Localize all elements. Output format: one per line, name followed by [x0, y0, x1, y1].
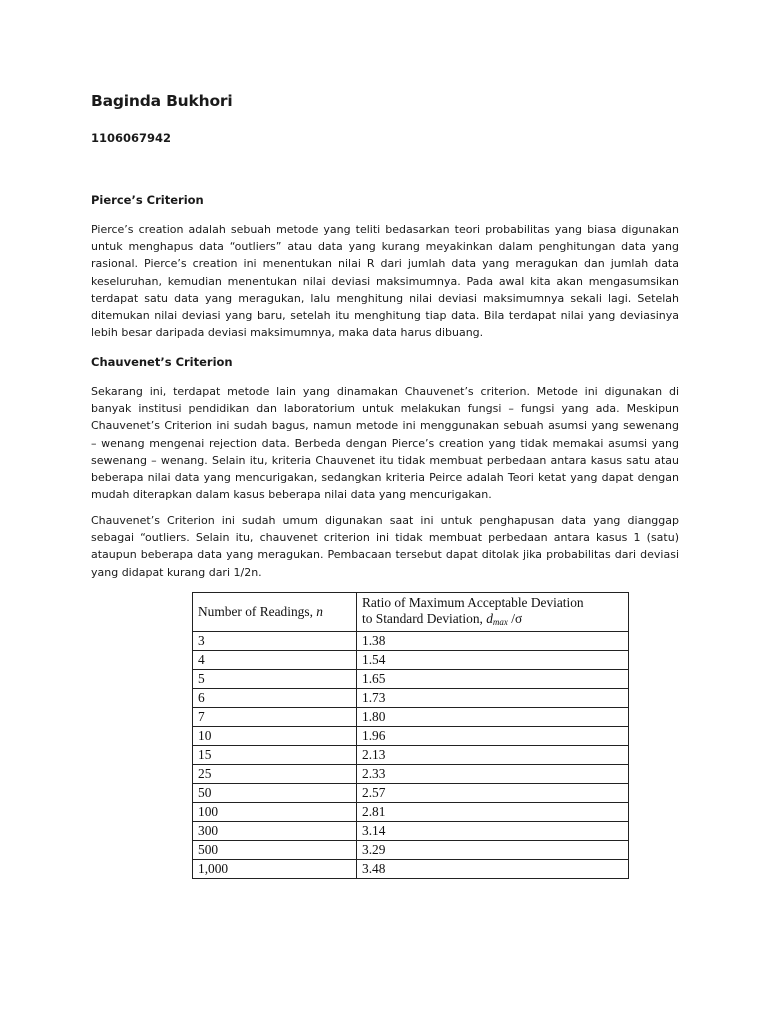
ratio-cell: 3.29 [357, 841, 629, 860]
table-row [193, 822, 629, 841]
table-row [193, 708, 629, 727]
text-line: Chauvenet’s Criterion ini sudah bagus, namun metode ini menggunakan sebuah asumsi yang sewenang [91, 419, 679, 433]
readings-cell: 7 [193, 708, 357, 727]
ratio-cell: 2.33 [357, 765, 629, 784]
text-line: Pierce’s creation adalah sebuah metode yang teliti bedasarkan teori probabilitas yang biasa digunakan [91, 223, 679, 236]
readings-cell: 15 [193, 746, 357, 765]
text-line: keseluruhan, kemudian menentukan nilai deviasi maksimumnya. Pada awal kita akan mengasumsikan [91, 274, 679, 288]
table-row [193, 765, 629, 784]
ratio-cell: 2.81 [357, 803, 629, 822]
student-id: 1106067942 [91, 131, 172, 145]
ratio-cell: 1.54 [357, 651, 629, 670]
column-header-ratio: Ratio of Maximum Acceptable Deviation to Standard Deviation, $d_{max}$ /σ [357, 593, 629, 632]
text-line: banyak institusi pendidikan dan laboratorium untuk melakukan fungsi – fungsi yang ada. Meskipun [91, 402, 679, 416]
text-line: rasional. Pierce’s creation ini menentukan nilai R dari jumlah data yang meragukan dan jumlah data [91, 257, 679, 271]
ratio-cell: 1.80 [357, 708, 629, 727]
table-row [193, 803, 629, 822]
table-header-row [193, 593, 629, 632]
table-row [193, 841, 629, 860]
chauvenet-heading: Chauvenet’s Criterion [91, 355, 233, 369]
text-line: lebih besar daripada deviasi maksimumnya, maka data harus dibuang. [91, 326, 484, 340]
text-line: sebagai “outliers. Selain itu, chauvenet criterion ini tidak membuat perbedaan antara kasus 1 (satu) [91, 531, 679, 545]
readings-cell: 4 [193, 651, 357, 670]
text-line: mudah diterapkan dalam kasus beberapa nilai data yang mencurigakan. [91, 488, 492, 502]
text-line: sewenang – wenang. Selain itu, kriteria Chauvenet itu tidak membuat perbedaan antara kasus satu atau [91, 453, 679, 467]
readings-cell: 5 [193, 670, 357, 689]
readings-cell: 50 [193, 784, 357, 803]
text-line: terdapat satu data yang meragukan, lalu menghitung nilai deviasi maksimumnya sekali lagi. Setelah [91, 291, 679, 305]
ratio-cell: 1.65 [357, 670, 629, 689]
chauvenet-paragraph-1 [91, 383, 679, 503]
table-row [193, 860, 629, 879]
text-line: Sekarang ini, terdapat metode lain yang dinamakan Chauvenet’s criterion. Metode ini digunakan di [91, 385, 679, 398]
text-line: yang didapat kurang dari 1/2n. [91, 565, 262, 579]
ratio-cell: 1.38 [357, 632, 629, 651]
text-line: beberapa nilai data yang mencurigakan, sedangkan kriteria Peirce adalah Teori ketat yang dapat dengan [91, 471, 679, 485]
ratio-cell: 2.57 [357, 784, 629, 803]
table-row [193, 727, 629, 746]
table-row [193, 784, 629, 803]
ratio-cell: 1.96 [357, 727, 629, 746]
text-line: ditemukan nilai deviasi yang baru, setelah itu menghitung tiap data. Bila terdapat nilai yang deviasinya [91, 309, 679, 323]
ratio-cell: 3.48 [357, 860, 629, 879]
ratio-cell: 1.73 [357, 689, 629, 708]
ratio-cell: 3.14 [357, 822, 629, 841]
column-header-readings: Number of Readings, n [193, 593, 357, 632]
readings-cell: 300 [193, 822, 357, 841]
table-row [193, 651, 629, 670]
table-row [193, 689, 629, 708]
readings-cell: 3 [193, 632, 357, 651]
readings-cell: 25 [193, 765, 357, 784]
table-row [193, 746, 629, 765]
readings-cell: 6 [193, 689, 357, 708]
chauvenet-paragraph-2 [91, 512, 679, 581]
text-line: ataupun beberapa data yang meragukan. Pembacaan tersebut dapat ditolak jika probabilitas dari deviasi [91, 548, 679, 562]
text-line: Chauvenet’s Criterion ini sudah umum digunakan saat ini untuk penghapusan data yang dianggap [91, 514, 679, 527]
ratio-cell: 2.13 [357, 746, 629, 765]
author-name: Baginda Bukhori [91, 92, 233, 110]
readings-cell: 1,000 [193, 860, 357, 879]
readings-cell: 500 [193, 841, 357, 860]
table-body [193, 632, 629, 879]
text-line: – wenang mengenai rejection data. Berbeda dengan Pierce’s creation yang tidak memakai asumsi yang [91, 436, 679, 450]
text-line: untuk menghapus data “outliers” atau data yang kurang meyakinkan dalam penghitungan data yang [91, 240, 679, 254]
pierce-heading: Pierce’s Criterion [91, 193, 204, 207]
readings-cell: 100 [193, 803, 357, 822]
readings-cell: 10 [193, 727, 357, 746]
table-row [193, 670, 629, 689]
deviation-ratio-table [192, 592, 629, 879]
table-row [193, 632, 629, 651]
pierce-paragraph [91, 221, 679, 341]
